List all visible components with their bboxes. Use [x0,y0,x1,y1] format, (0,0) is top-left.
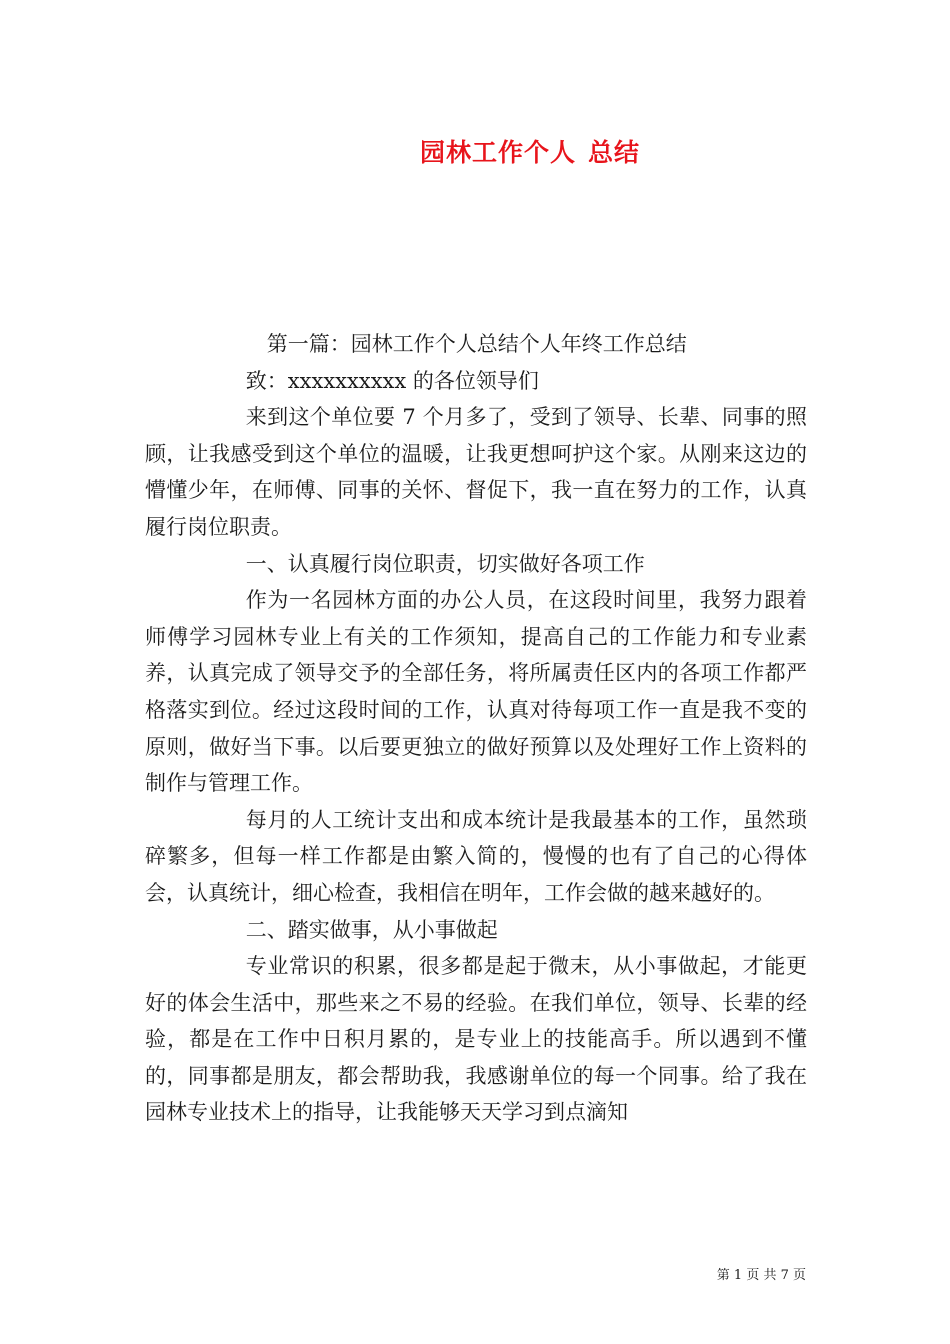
document-title-part1: 园林工作个人 [419,138,576,167]
paragraph-intro: 来到这个单位要 7 个月多了，受到了领导、长辈、同事的照顾，让我感受到这个单位的温暖，让我更想呵护这个家。从刚来这边的懵懂少年，在师傅、同事的关怀、督促下，我一直在努力的工作，认真履行岗位职责。 [145,405,807,539]
paragraph-duties: 作为一名园林方面的办公人员，在这段时间里，我努力跟着师傅学习园林专业上有关的工作须知，提高自己的工作能力和专业素养，认真完成了领导交予的全部任务，将所属责任区内的各项工作都严格落实到位。经过这段时间的工作，认真对待每项工作一直是我不变的原则，做好当下事。以后要更独立的做好预算以及处理好工作上资料的制作与管理工作。 [145,588,807,796]
paragraph-statistics: 每月的人工统计支出和成本统计是我最基本的工作，虽然琐碎繁多，但每一样工作都是由繁入简的，慢慢的也有了自己的心得体会，认真统计，细心检查，我相信在明年，工作会做的越来越好的。 [145,807,807,905]
section-heading-main: 第一篇：园林工作个人总结个人年终工作总结 [266,332,687,356]
paragraph-experience: 专业常识的积累，很多都是起于微末，从小事做起，才能更好的体会生活中，那些来之不易的经验。在我们单位，领导、长辈的经验，都是在工作中日积月累的，是专业上的技能高手。所以遇到不懂的，同事都是朋友，都会帮助我，我感谢单位的每一个同事。给了我在园林专业技术上的指导，让我能够天天学习到点滴知 [145,954,807,1125]
document-body [145,326,807,1131]
section-heading-1: 一、认真履行岗位职责，切实做好各项工作 [245,551,645,576]
section-heading-2: 二、踏实做事，从小事做起 [245,917,498,942]
salutation: 致：xxxxxxxxxx 的各位领导们 [245,368,539,393]
page-footer: 第 1 页 共 7 页 [716,1268,806,1283]
document-title-part2: 总结 [588,138,641,167]
document-title [0,133,950,169]
